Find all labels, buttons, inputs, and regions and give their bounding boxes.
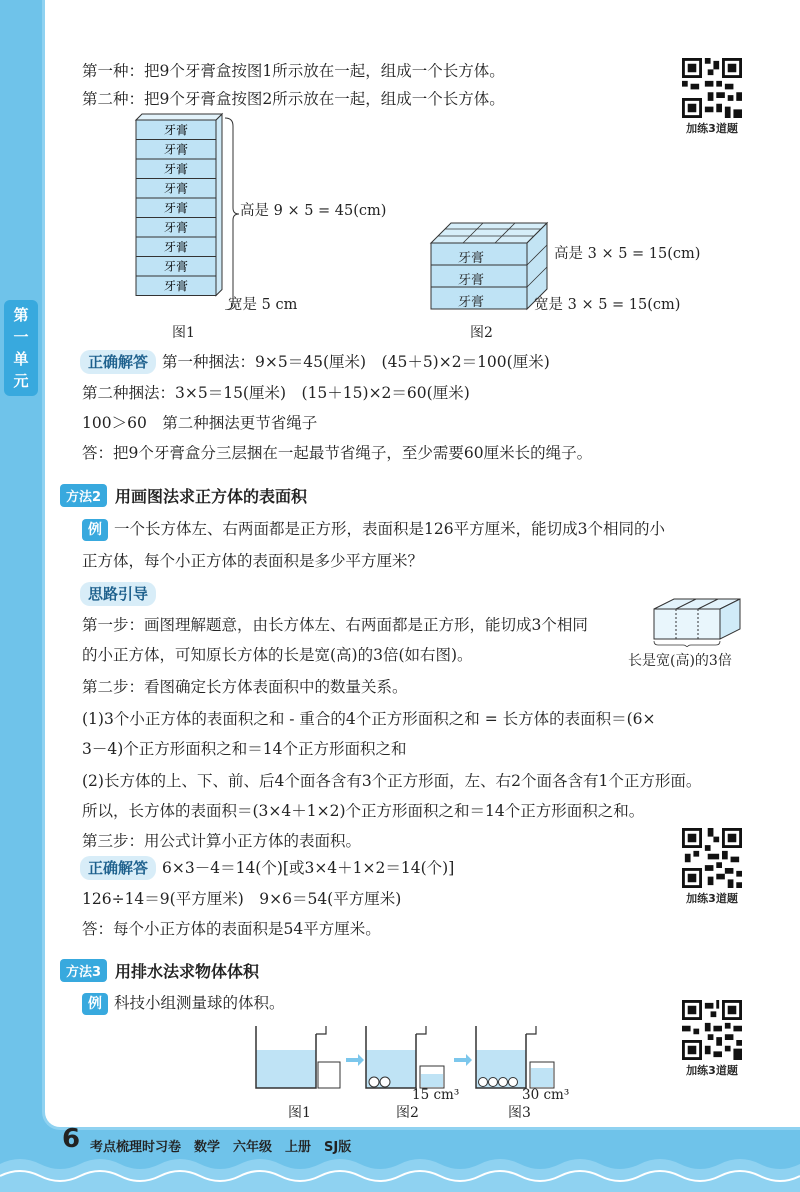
side-tab-char: 第 [13,306,29,324]
decorative-wave [0,1150,800,1192]
water-figure-two-caption: 图2 [396,1105,419,1121]
final-answer-line: 答：把9个牙膏盒分三层捆在一起最节省绳子，至少需要60厘米长的绳子。 [82,444,593,462]
point-line: (2)长方体的上、下、前、后4个面各含有3个正方形面，左、右2个面各含有1个正方形面。 [82,772,702,790]
answer-text: 6×3－4＝14(个)[或3×4＋1×2＝14(个)] [162,859,455,877]
figure-one-caption: 图1 [172,325,195,341]
method-badge: 方法2 [60,484,107,507]
volume-label-two: 15 cm³ [412,1087,460,1103]
figure-two-box-text: 牙膏 [458,251,485,266]
water-figure-one-caption: 图1 [288,1105,311,1121]
answer-line: 第二种捆法：3×5＝15(厘米) (15＋15)×2＝60(厘米) [82,384,470,402]
answer-line: 126÷14＝9(平方厘米) 9×6＝54(平方厘米) [82,890,402,908]
toothpaste-box-label: 牙膏 [163,123,189,137]
example-badge: 例 [82,519,108,541]
toothpaste-box-label: 牙膏 [163,142,189,157]
qr-label: 加练3道题 [686,122,738,135]
method-two-header [60,483,307,507]
answer-line [80,350,550,374]
figure-two-height-label: 高是 3 × 5 = 15(cm) [554,246,701,262]
side-tab-char: 一 [13,328,29,346]
toothpaste-box-label: 牙膏 [163,162,189,176]
cuboid-caption: 长是宽(高)的3倍 [628,653,732,669]
figure-two-width-label: 宽是 3 × 5 = 15(cm) [534,297,681,313]
volume-label-three: 30 cm³ [522,1087,570,1103]
hint-line [80,582,162,606]
method-three-header [60,958,259,982]
stack-top-face [136,114,222,120]
point-line: (1)3个小正方体的表面积之和 - 重合的4个正方形面积之和 = 长方体的表面积＝(6× [82,710,656,728]
point-line: 3－4)个正方形面积之和＝14个正方形面积之和 [82,740,407,758]
qr-code-icon[interactable] [682,1000,742,1060]
toothpaste-box-label: 牙膏 [163,220,189,235]
stack-side-face [216,114,222,296]
question-line [82,992,285,1015]
figure-one-height-label: 高是 9 × 5 = 45(cm) [240,203,387,219]
step-line: 第三步：用公式计算小正方体的表面积。 [82,832,362,850]
qr-label: 加练3道题 [686,1064,738,1077]
step-line: 第一步：画图理解题意，由长方体左、右两面都是正方形，能切成3个相同 [82,616,588,634]
answer-line [80,856,454,880]
water-figure-three-caption: 图3 [508,1105,531,1121]
method-title: 用排水法求物体体积 [115,961,260,981]
question-text: 一个长方体左、右两面都是正方形，表面积是126平方厘米，能切成3个相同的小 [114,520,665,538]
side-tab-char: 单 [13,350,29,368]
toothpaste-box-label: 牙膏 [163,259,189,274]
method-one-line: 第一种：把9个牙膏盒按图1所示放在一起，组成一个长方体。 [82,62,505,80]
footer-text: 考点梳理时习卷 数学 六年级 上册 SJ版 [90,1140,352,1155]
toothpaste-box-label: 牙膏 [163,201,189,215]
final-answer-line: 答：每个小正方体的表面积是54平方厘米。 [82,920,381,938]
cuboid-diagram [650,595,745,647]
unit-side-tab [4,300,38,396]
step-line: 的小正方体，可知原长方体的长是宽(高)的3倍(如右图)。 [82,646,473,664]
method-badge: 方法3 [60,959,107,982]
correct-answer-label: 正确解答 [80,856,156,880]
example-badge: 例 [82,993,108,1015]
point-line: 所以，长方体的表面积＝(3×4＋1×2)个正方形面积之和＝14个正方形面积之和。 [82,802,645,820]
question-line: 正方体，每个小正方体的表面积是多少平方厘米？ [82,552,424,570]
answer-line: 100＞60 第二种捆法更节省绳子 [82,414,318,432]
toothpaste-box-label: 牙膏 [163,181,189,196]
figure-two-box-text: 牙膏 [458,295,485,310]
figure-two-box-text: 牙膏 [458,273,485,288]
figure-one-width-label: 宽是 5 cm [228,297,298,313]
qr-code-icon[interactable] [682,58,742,118]
method-two-line: 第二种：把9个牙膏盒按图2所示放在一起，组成一个长方体。 [82,90,505,108]
side-tab-char: 元 [13,372,29,390]
figure-two-caption: 图2 [470,325,493,341]
page-number: 6 [62,1124,81,1154]
toothpaste-box-label: 牙膏 [163,279,189,293]
answer-text: 第一种捆法：9×5＝45(厘米) (45＋5)×2＝100(厘米) [162,353,550,371]
hint-label: 思路引导 [80,582,156,606]
method-title: 用画图法求正方体的表面积 [115,486,308,506]
qr-label: 加练3道题 [686,892,738,905]
correct-answer-label: 正确解答 [80,350,156,374]
qr-code-icon[interactable] [682,828,742,888]
step-line: 第二步：看图确定长方体表面积中的数量关系。 [82,678,408,696]
question-line [82,518,665,541]
toothpaste-box-label: 牙膏 [163,240,189,254]
question-text: 科技小组测量球的体积。 [114,994,285,1012]
